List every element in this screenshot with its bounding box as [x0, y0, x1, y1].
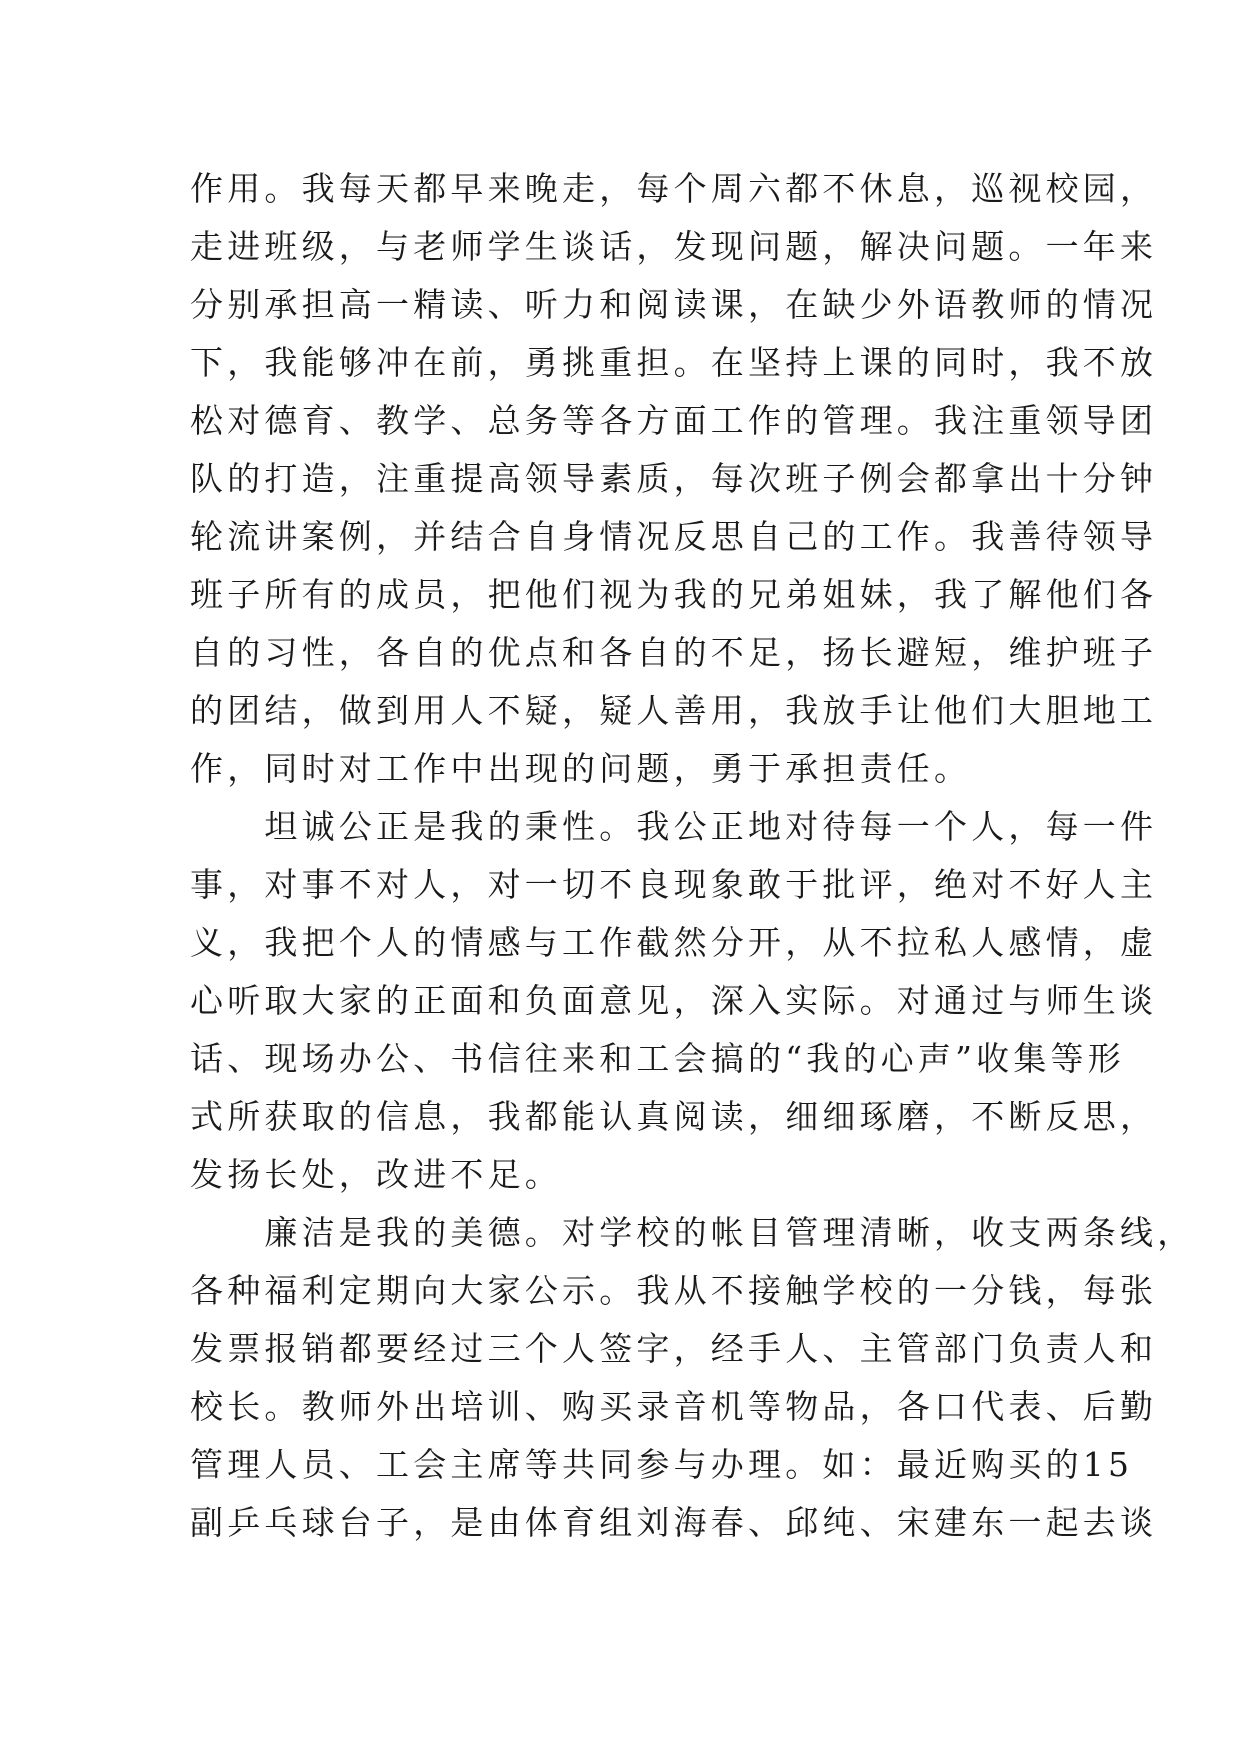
- text-line: 校长。教师外出培训、购买录音机等物品，各口代表、后勤: [190, 1387, 1158, 1426]
- text-line: 作用。我每天都早来晚走，每个周六都不休息，巡视校园，: [190, 169, 1158, 208]
- text-line: 走进班级，与老师学生谈话，发现问题，解决问题。一年来: [190, 227, 1158, 266]
- text-line: 轮流讲案例，并结合自身情况反思自己的工作。我善待领导: [190, 517, 1158, 556]
- text-line: 队的打造，注重提高领导素质，每次班子例会都拿出十分钟: [190, 459, 1158, 498]
- text-line: 下，我能够冲在前，勇挑重担。在坚持上课的同时，我不放: [190, 343, 1158, 382]
- paragraph-leadership: [190, 160, 1158, 798]
- text-line: 的团结，做到用人不疑，疑人善用，我放手让他们大胆地工: [190, 691, 1158, 730]
- text-line: 义，我把个人的情感与工作截然分开，从不拉私人感情，虚: [190, 923, 1158, 962]
- text-line: 廉洁是我的美德。对学校的帐目管理清晰，收支两条线，: [190, 1213, 1195, 1252]
- text-line: 话、现场办公、书信往来和工会搞的“我的心声”收集等形: [190, 1039, 1125, 1078]
- text-line: 班子所有的成员，把他们视为我的兄弟姐妹，我了解他们各: [190, 575, 1158, 614]
- text-line: 发票报销都要经过三个人签字，经手人、主管部门负责人和: [190, 1329, 1158, 1368]
- text-line: 各种福利定期向大家公示。我从不接触学校的一分钱，每张: [190, 1271, 1158, 1310]
- paragraph-fairness: [190, 798, 1158, 1204]
- text-line: 自的习性，各自的优点和各自的不足，扬长避短，维护班子: [190, 633, 1158, 672]
- text-line: 松对德育、教学、总务等各方面工作的管理。我注重领导团: [190, 401, 1158, 440]
- text-line: 管理人员、工会主席等共同参与办理。如：最近购买的15: [190, 1445, 1134, 1484]
- text-line: 心听取大家的正面和负面意见，深入实际。对通过与师生谈: [190, 981, 1158, 1020]
- text-line: 副乒乓球台子，是由体育组刘海春、邱纯、宋建东一起去谈: [190, 1503, 1158, 1542]
- text-line: 坦诚公正是我的秉性。我公正地对待每一个人，每一件: [190, 807, 1158, 846]
- text-line: 式所获取的信息，我都能认真阅读，细细琢磨，不断反思，: [190, 1097, 1158, 1136]
- text-line: 作，同时对工作中出现的问题，勇于承担责任。: [190, 749, 972, 788]
- paragraph-integrity: [190, 1204, 1195, 1552]
- text-line: 分别承担高一精读、听力和阅读课，在缺少外语教师的情况: [190, 285, 1158, 324]
- text-line: 事，对事不对人，对一切不良现象敢于批评，绝对不好人主: [190, 865, 1158, 904]
- document-page: [190, 160, 1195, 1552]
- text-line: 发扬长处，改进不足。: [190, 1155, 562, 1194]
